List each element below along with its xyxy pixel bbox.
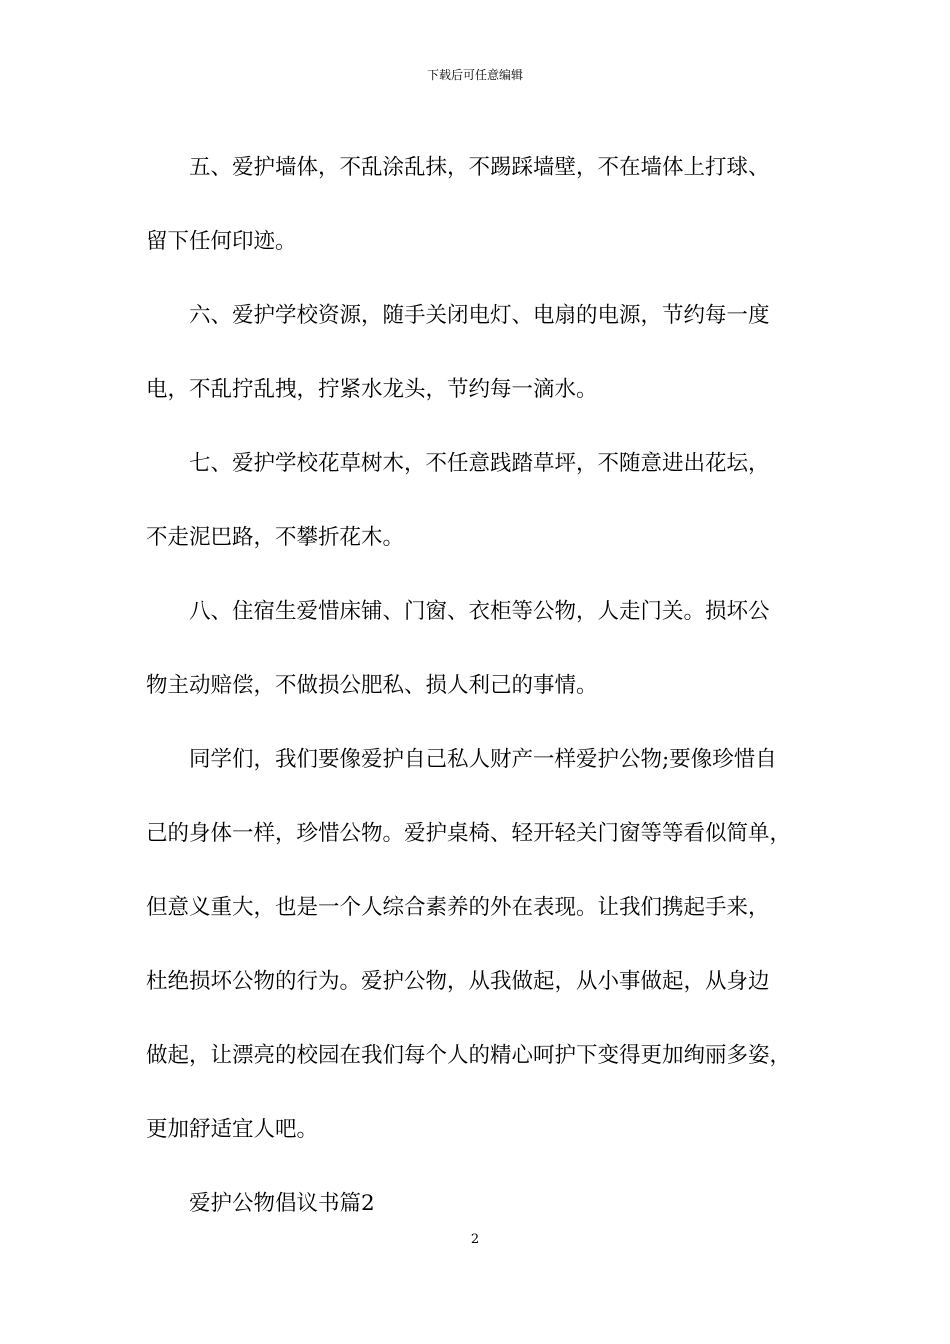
closing-paragraph-line-2: 己的身体一样，珍惜公物。爱护桌椅、轻开轻关门窗等等看似简单，: [146, 821, 792, 846]
closing-paragraph-line-4: 杜绝损坏公物的行为。爱护公物，从我做起，从小事做起，从身边: [146, 969, 770, 994]
page-number: 2: [470, 1232, 480, 1247]
paragraph-7-line-1: 七、爱护学校花草树木，不任意践踏草坪，不随意进出花坛，: [189, 451, 770, 476]
document-body: [146, 131, 826, 1241]
paragraph-6-line-1: 六、爱护学校资源，随手关闭电灯、电扇的电源，节约每一度: [189, 303, 770, 328]
paragraph-6-line-2: 电，不乱拧乱拽，拧紧水龙头，节约每一滴水。: [146, 377, 598, 402]
paragraph-8-line-1: 八、住宿生爱惜床铺、门窗、衣柜等公物，人走门关。损坏公: [189, 599, 770, 624]
section-heading: 爱护公物倡议书篇2: [189, 1191, 375, 1216]
paragraph-5-line-1: 五、爱护墙体，不乱涂乱抹，不踢踩墙壁，不在墙体上打球、: [189, 155, 770, 180]
closing-paragraph-line-1: 同学们，我们要像爱护自己私人财产一样爱护公物;要像珍惜自: [189, 747, 777, 772]
paragraph-8-line-2: 物主动赔偿，不做损公肥私、损人利己的事情。: [146, 673, 598, 698]
closing-paragraph-line-3: 但意义重大，也是一个人综合素养的外在表现。让我们携起手来，: [146, 895, 770, 920]
paragraph-5-line-2: 留下任何印迹。: [146, 229, 297, 254]
closing-paragraph-line-6: 更加舒适宜人吧。: [146, 1117, 319, 1142]
paragraph-7-line-2: 不走泥巴路，不攀折花木。: [146, 525, 405, 550]
page-header: 下载后可任意编辑: [426, 68, 523, 82]
closing-paragraph-line-5: 做起，让漂亮的校园在我们每个人的精心呵护下变得更加绚丽多姿，: [146, 1043, 792, 1068]
